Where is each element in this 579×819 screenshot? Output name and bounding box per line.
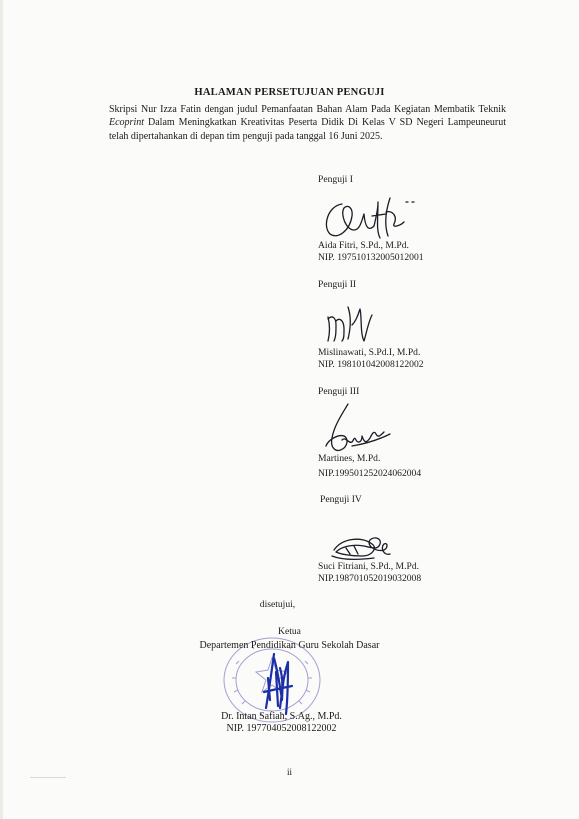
footer-rule (30, 777, 66, 778)
chair-position: Ketua (278, 626, 301, 637)
examiner-1-signature (320, 190, 420, 246)
examiner-3-nip: NIP.199501252024062004 (318, 468, 422, 479)
examiner-1-role: Penguji I (318, 174, 353, 185)
examiner-1-nip: NIP. 197510132005012001 (318, 252, 424, 263)
examiner-1-name: Aida Fitri, S.Pd., M.Pd. (318, 240, 409, 251)
chair-nip: NIP. 197704052008122002 (226, 723, 337, 734)
approved-label: disetujui, (259, 599, 296, 610)
examiner-2-nip: NIP. 198101042008122002 (318, 359, 424, 370)
paragraph-italic-term: Ecoprint (109, 117, 144, 129)
chair-name: Dr. Intan Safiah, S.Ag., M.Pd. (221, 711, 342, 722)
paragraph-text-start: Skripsi Nur Izza Fatin dengan judul Pemanfaatan Bahan Alam Pada Kegiatan Membatik Teknik (109, 104, 506, 115)
examiner-4-role: Penguji IV (320, 494, 362, 505)
examiner-2-signature (322, 295, 392, 349)
scan-edge (0, 0, 3, 819)
examiner-4-nip: NIP.198701052019032008 (318, 573, 422, 584)
paragraph-text-end: Dalam Meningkatkan Kreativitas Peserta Didik Di Kelas V SD Negeri Lampeuneurut telah dipertahankan di depan tim penguji pada tanggal 16 Juni 2025. (109, 117, 506, 142)
examiner-3-name: Martines, M.Pd. (318, 453, 381, 464)
chair-signature (252, 648, 312, 720)
examiner-3-role: Penguji III (318, 386, 360, 397)
page-number: ii (286, 767, 292, 777)
approval-paragraph (109, 103, 506, 143)
examiner-2-role: Penguji II (318, 279, 357, 290)
examiner-3-signature (318, 400, 394, 458)
page-title: HALAMAN PERSETUJUAN PENGUJI (194, 87, 385, 98)
examiner-2-name: Mislinawati, S.Pd.I, M.Pd. (318, 347, 421, 358)
department-name: Departemen Pendidikan Guru Sekolah Dasar (199, 640, 380, 651)
examiner-4-name: Suci Fitriani, S.Pd., M.Pd. (318, 561, 420, 572)
